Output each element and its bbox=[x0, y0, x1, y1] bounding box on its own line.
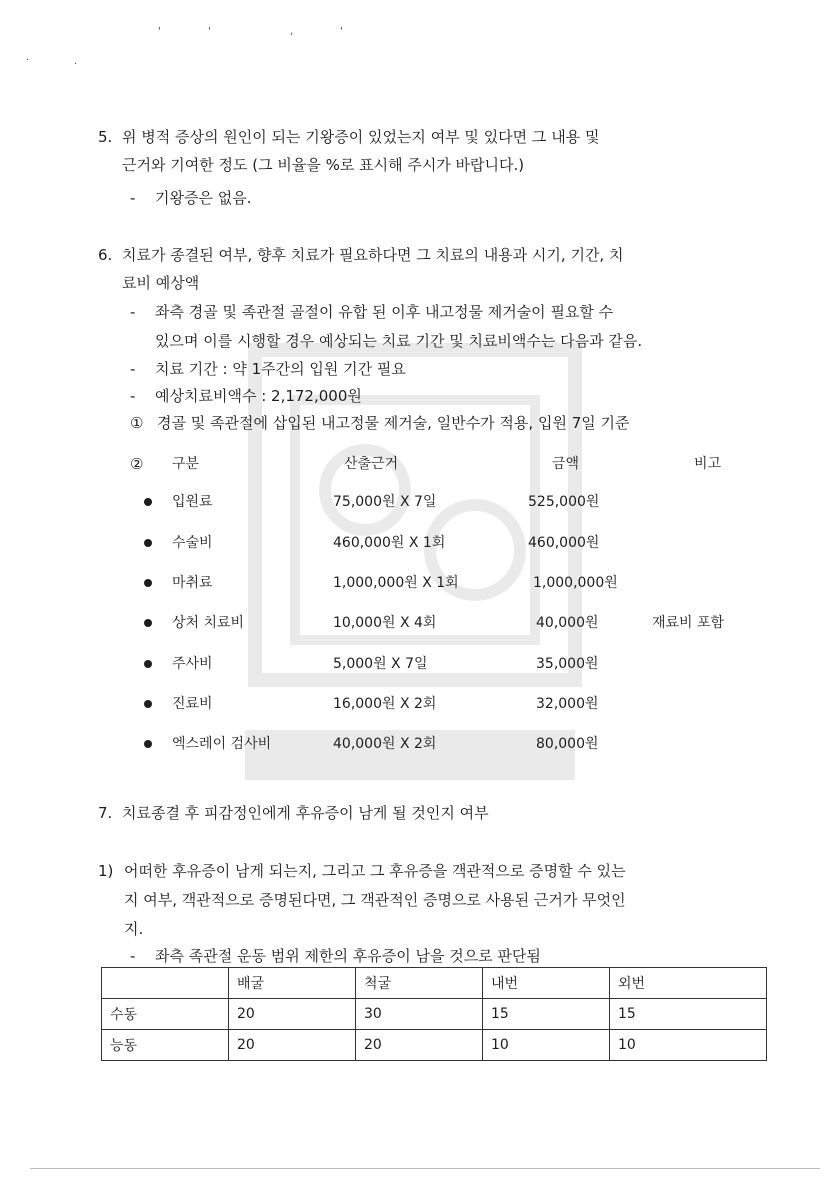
scan-speck: . bbox=[74, 56, 78, 67]
cost-basis: 75,000원 X 7일 bbox=[333, 494, 437, 510]
section6-dash: - bbox=[130, 387, 136, 405]
table-header-cell: 척굴 bbox=[356, 968, 483, 999]
table-row bbox=[102, 999, 767, 1030]
section6-dash: - bbox=[130, 303, 136, 321]
section7-sub-line2: 지 여부, 객관적으로 증명된다면, 그 객관적인 증명으로 사용된 근거가 무엇인 bbox=[124, 891, 626, 909]
bullet-icon bbox=[144, 539, 152, 547]
table-cell: 20 bbox=[356, 1030, 483, 1061]
section7-sub-number: 1) bbox=[98, 862, 114, 880]
scan-bottom-edge bbox=[30, 1168, 820, 1169]
cost-amount: 460,000원 bbox=[528, 535, 600, 551]
cost-amount: 525,000원 bbox=[528, 494, 600, 510]
table-row bbox=[102, 1030, 767, 1061]
cost-category: 수술비 bbox=[172, 535, 213, 551]
section6-dash: - bbox=[130, 360, 136, 378]
table-header-cell: 배굴 bbox=[229, 968, 356, 999]
cost-note: 재료비 포함 bbox=[652, 615, 725, 631]
bullet-icon bbox=[144, 498, 152, 506]
cost-category: 주사비 bbox=[172, 656, 213, 672]
cost-basis: 10,000원 X 4회 bbox=[333, 615, 437, 631]
section6-answer3: 예상치료비액수 : 2,172,000원 bbox=[155, 387, 362, 405]
cost-category: 마취료 bbox=[172, 575, 213, 591]
table-cell: 15 bbox=[483, 999, 610, 1030]
scan-speck: . bbox=[26, 52, 30, 63]
section6-number: 6. bbox=[98, 246, 113, 264]
cost-basis: 460,000원 X 1회 bbox=[333, 535, 446, 551]
cost-amount: 32,000원 bbox=[536, 696, 599, 712]
cost-header-amount: 금액 bbox=[552, 456, 580, 472]
scan-speck: ' bbox=[340, 26, 343, 37]
table-cell: 능동 bbox=[102, 1030, 229, 1061]
bullet-icon bbox=[144, 700, 152, 708]
section7-number: 7. bbox=[98, 804, 113, 822]
section5-question-line2: 근거와 기여한 정도 (그 비율을 %로 표시해 주시가 바랍니다.) bbox=[122, 156, 525, 174]
scan-speck: , bbox=[290, 26, 294, 37]
cost-category: 진료비 bbox=[172, 696, 213, 712]
section7-title: 치료종결 후 피감정인에게 후유증이 남게 될 것인지 여부 bbox=[122, 804, 489, 822]
table-header-cell: 외번 bbox=[610, 968, 767, 999]
table-cell: 15 bbox=[610, 999, 767, 1030]
section6-answer1-line1: 좌측 경골 및 족관절 골절이 유합 된 이후 내고정물 제거술이 필요할 수 bbox=[155, 303, 614, 321]
cost-category: 상처 치료비 bbox=[172, 615, 245, 631]
section7-dash: - bbox=[130, 947, 136, 965]
section7-sub-line3: 지. bbox=[124, 920, 144, 938]
cost-category: 엑스레이 검사비 bbox=[172, 736, 272, 752]
section6-answer1-line2: 있으며 이를 시행할 경우 예상되는 치료 기간 및 치료비액수는 다음과 같음. bbox=[155, 332, 643, 350]
section6-question-line2: 료비 예상액 bbox=[122, 274, 200, 292]
scan-speck: ' bbox=[208, 26, 211, 37]
section5-number: 5. bbox=[98, 128, 113, 146]
circle-number-2: ② bbox=[130, 455, 144, 473]
cost-amount: 40,000원 bbox=[536, 615, 599, 631]
table-cell: 10 bbox=[483, 1030, 610, 1061]
cost-basis: 1,000,000원 X 1회 bbox=[333, 575, 459, 591]
table-cell: 20 bbox=[229, 1030, 356, 1061]
table-cell: 20 bbox=[229, 999, 356, 1030]
table-cell: 30 bbox=[356, 999, 483, 1030]
table-cell: 수동 bbox=[102, 999, 229, 1030]
cost-basis: 40,000원 X 2회 bbox=[333, 736, 437, 752]
section6-question-line1: 치료가 종결된 여부, 향후 치료가 필요하다면 그 치료의 내용과 시기, 기간, 치 bbox=[122, 246, 624, 264]
section7-answer: 좌측 족관절 운동 범위 제한의 후유증이 남을 것으로 판단됨 bbox=[155, 947, 541, 965]
section6-answer2: 치료 기간 : 약 1주간의 입원 기간 필요 bbox=[155, 360, 406, 378]
bullet-icon bbox=[144, 579, 152, 587]
table-header-cell: 내번 bbox=[483, 968, 610, 999]
section5-answer: 기왕증은 없음. bbox=[155, 189, 252, 207]
section5-question-line1: 위 병적 증상의 원인이 되는 기왕증이 있었는지 여부 및 있다면 그 내용 및 bbox=[122, 128, 600, 146]
cost-header-note: 비고 bbox=[694, 456, 722, 472]
section7-sub-line1: 어떠한 후유증이 남게 되는지, 그리고 그 후유증을 객관적으로 증명할 수 있는 bbox=[124, 862, 626, 880]
cost-category: 입원료 bbox=[172, 494, 213, 510]
table-header-row bbox=[102, 968, 767, 999]
bullet-icon bbox=[144, 619, 152, 627]
table-cell: 10 bbox=[610, 1030, 767, 1061]
cost-basis: 5,000원 X 7일 bbox=[333, 656, 428, 672]
circle-number-1: ① bbox=[130, 414, 144, 432]
cost-header-category: 구분 bbox=[172, 456, 200, 472]
bullet-icon bbox=[144, 740, 152, 748]
table-header-cell bbox=[102, 968, 229, 999]
cost-amount: 80,000원 bbox=[536, 736, 599, 752]
cost-basis: 16,000원 X 2회 bbox=[333, 696, 437, 712]
scan-speck: ' bbox=[158, 26, 161, 37]
section6-circle1-text: 경골 및 족관절에 삽입된 내고정물 제거술, 일반수가 적용, 입원 7일 기준 bbox=[157, 414, 630, 432]
cost-header-basis: 산출근거 bbox=[344, 456, 399, 472]
cost-amount: 1,000,000원 bbox=[533, 575, 618, 591]
cost-amount: 35,000원 bbox=[536, 656, 599, 672]
range-of-motion-table bbox=[101, 967, 767, 1061]
bullet-icon bbox=[144, 660, 152, 668]
section5-answer-dash: - bbox=[130, 189, 136, 207]
